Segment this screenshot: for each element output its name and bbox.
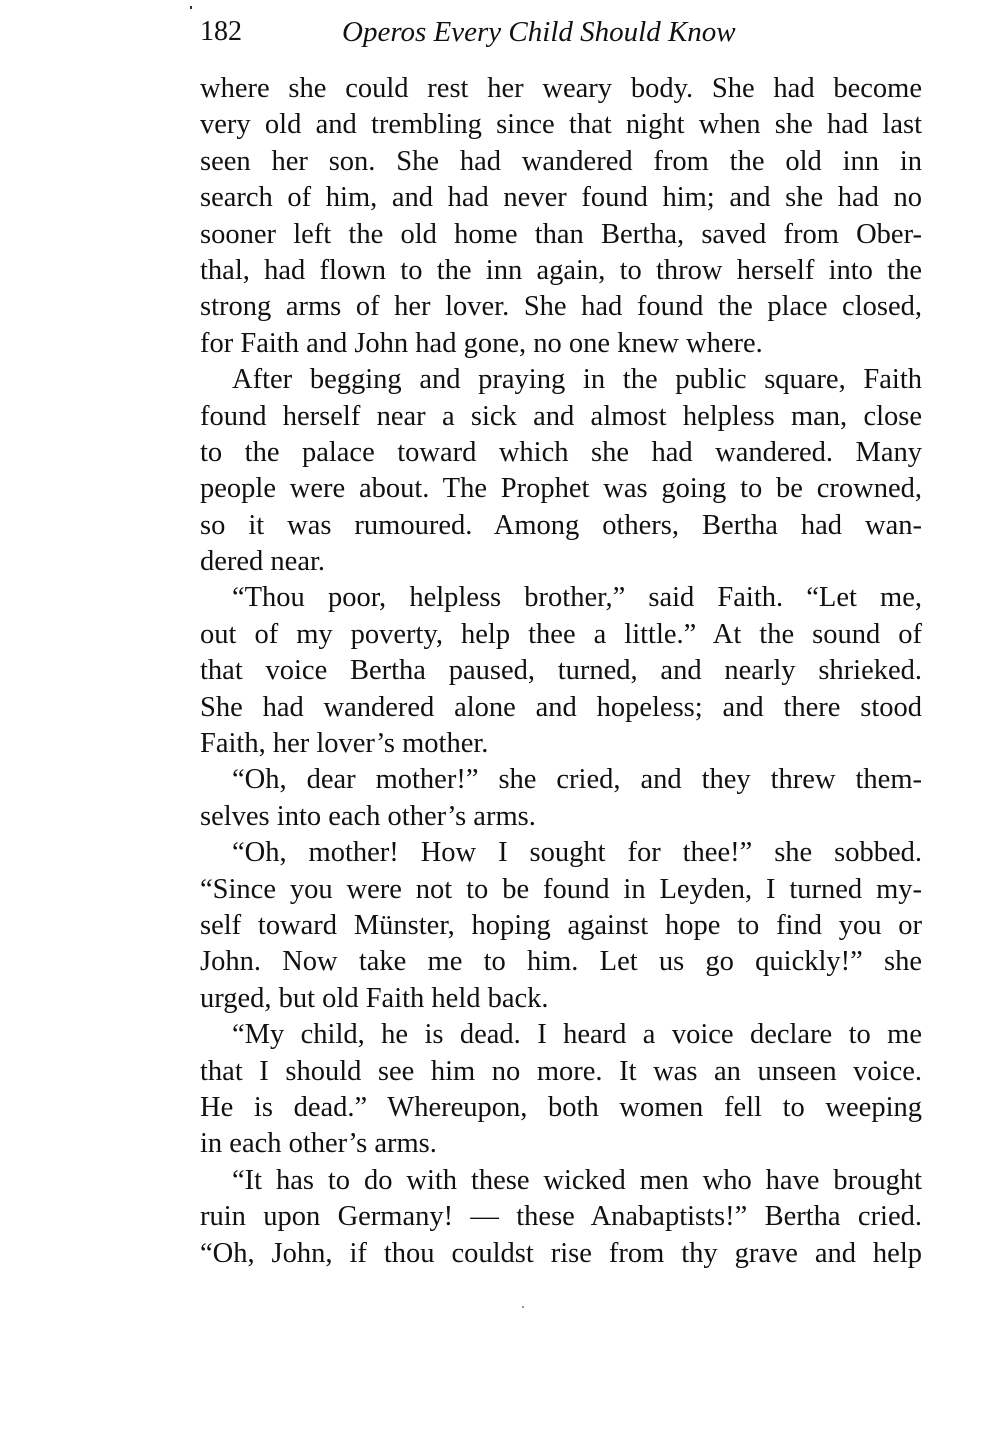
text-line: search of him, and had never found him; and she had no (200, 182, 922, 214)
print-speck (190, 6, 192, 9)
text-line: to the palace toward which she had wandered. Many (200, 436, 922, 468)
text-line: found herself near a sick and almost helpless man, close (200, 400, 922, 432)
text-line: very old and trembling since that night when she had last (200, 109, 922, 141)
text-line: out of my poverty, help thee a little.” At the sound of (200, 618, 922, 650)
text-line: “Since you were not to be found in Leyden, I turned my- (200, 873, 922, 905)
text-line: John. Now take me to him. Let us go quickly!” she (200, 946, 922, 978)
text-line: for Faith and John had gone, no one knew where. (200, 327, 763, 359)
print-speck (522, 1306, 524, 1308)
page-number: 182 (200, 16, 242, 47)
text-line: strong arms of her lover. She had found the place closed, (200, 291, 922, 323)
text-line: “Oh, mother! How I sought for thee!” she sobbed. (232, 837, 922, 869)
text-line: selves into each other’s arms. (200, 800, 536, 832)
text-line: where she could rest her weary body. She had become (200, 73, 922, 104)
text-line: in each other’s arms. (200, 1128, 437, 1160)
text-line: that I should see him no more. It was an unseen voice. (200, 1055, 922, 1087)
body-text (200, 71, 922, 1272)
text-line: ruin upon Germany! — these Anabaptists!” Bertha cried. (200, 1201, 922, 1233)
text-line: seen her son. She had wandered from the old inn in (200, 145, 922, 177)
text-line: “My child, he is dead. I heard a voice declare to me (232, 1019, 922, 1051)
text-line: self toward Münster, hoping against hope to find you or (200, 909, 922, 941)
text-line: He is dead.” Whereupon, both women fell to weeping (200, 1091, 922, 1123)
text-line: “Oh, dear mother!” she cried, and they threw them- (232, 764, 922, 796)
text-line: people were about. The Prophet was going to be crowned, (200, 473, 922, 505)
running-title: Operos Every Child Should Know (342, 16, 736, 48)
text-line: Faith, her lover’s mother. (200, 728, 489, 760)
text-line: that voice Bertha paused, turned, and nearly shrieked. (200, 655, 922, 687)
text-line: She had wandered alone and hopeless; and there stood (200, 691, 922, 723)
page-header (200, 12, 924, 56)
text-line: urged, but old Faith held back. (200, 982, 549, 1014)
text-line: sooner left the old home than Bertha, saved from Ober- (200, 218, 922, 250)
text-line: dered near. (200, 546, 326, 578)
text-line: thal, had flown to the inn again, to throw herself into the (200, 254, 922, 286)
text-line: “It has to do with these wicked men who have brought (232, 1164, 922, 1196)
text-line: so it was rumoured. Among others, Bertha had wan- (200, 509, 922, 541)
text-line: After begging and praying in the public square, Faith (232, 364, 922, 396)
text-line: “Oh, John, if thou couldst rise from thy grave and help (200, 1237, 922, 1269)
text-line: “Thou poor, helpless brother,” said Faith. “Let me, (232, 582, 922, 614)
